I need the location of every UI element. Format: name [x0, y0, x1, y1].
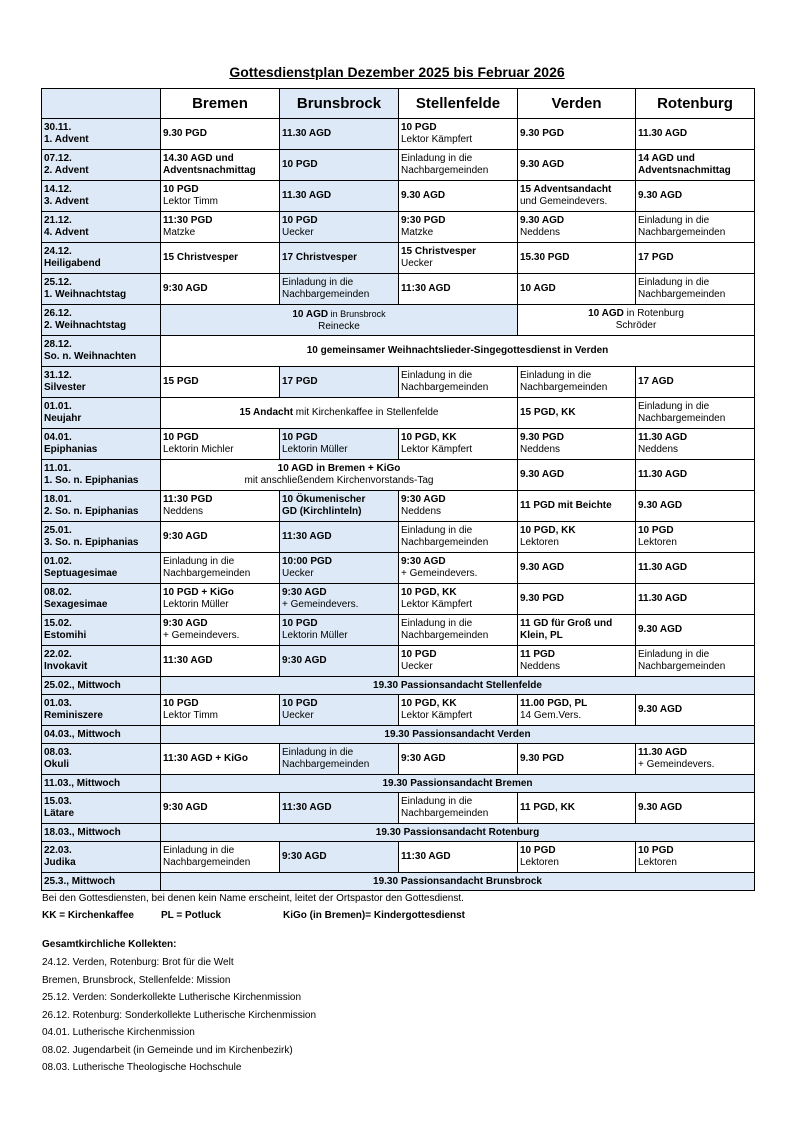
merged-cell-all: 19.30 Passionsandacht Bremen — [161, 775, 755, 793]
corner-cell — [42, 89, 161, 119]
cell-bremen: 11:30 AGD + KiGo — [161, 744, 280, 775]
date-cell: 24.12. Heiligabend — [42, 243, 161, 274]
collection-item: 08.03. Lutherische Theologische Hochschule — [42, 1062, 242, 1073]
cell-brunsbrock: 10 PGD Uecker — [280, 212, 399, 243]
cell-verden: 11 PGD Neddens — [518, 646, 636, 677]
cell-rotenburg: 10 PGD Lektoren — [636, 842, 755, 873]
table-row — [42, 677, 755, 695]
cell-stellenfelde: 9:30 AGD — [399, 744, 518, 775]
schedule-table — [41, 88, 755, 891]
cell-verden: 9.30 PGD — [518, 584, 636, 615]
cell-verden: 9.30 AGD — [518, 460, 636, 491]
date-cell: 14.12. 3. Advent — [42, 181, 161, 212]
table-row — [42, 243, 755, 274]
cell-rotenburg: Einladung in die Nachbargemeinden — [636, 398, 755, 429]
table-row — [42, 873, 755, 891]
cell-bremen: Einladung in die Nachbargemeinden — [161, 842, 280, 873]
cell-verden: 9.30 AGD Neddens — [518, 212, 636, 243]
table-row — [42, 584, 755, 615]
table-row — [42, 274, 755, 305]
date-cell: 22.02. Invokavit — [42, 646, 161, 677]
merged-cell-bremen-stellenfelde: 10 AGD in Bremen + KiGo mit anschließendem Kirchenvorstands-Tag — [161, 460, 518, 491]
cell-rotenburg: 11.30 AGD Neddens — [636, 429, 755, 460]
collections-heading: Gesamtkirchliche Kollekten: — [42, 939, 177, 950]
cell-stellenfelde: 10 PGD Uecker — [399, 646, 518, 677]
merged-cell-verden-rotenburg: 10 AGD in Rotenburg Schröder — [518, 305, 755, 336]
date-cell: 30.11. 1. Advent — [42, 119, 161, 150]
table-row — [42, 824, 755, 842]
table-row — [42, 615, 755, 646]
cell-verden: 9.30 PGD Neddens — [518, 429, 636, 460]
cell-brunsbrock: 17 Christvesper — [280, 243, 399, 274]
cell-verden: 9.30 PGD — [518, 744, 636, 775]
date-cell: 25.3., Mittwoch — [42, 873, 161, 891]
cell-rotenburg: 11.30 AGD + Gemeindevers. — [636, 744, 755, 775]
column-header-rotenburg: Rotenburg — [636, 89, 755, 119]
cell-bremen: Einladung in die Nachbargemeinden — [161, 553, 280, 584]
cell-stellenfelde: 9.30 AGD — [399, 181, 518, 212]
date-cell: 31.12. Silvester — [42, 367, 161, 398]
cell-brunsbrock: 11:30 AGD — [280, 522, 399, 553]
page-title: Gottesdienstplan Dezember 2025 bis Februar 2026 — [229, 64, 565, 80]
merged-cell-bremen-stellenfelde: 10 AGD in Brunsbrock Reinecke — [161, 305, 518, 336]
cell-rotenburg: 17 PGD — [636, 243, 755, 274]
cell-stellenfelde: 11:30 AGD — [399, 842, 518, 873]
date-cell: 04.03., Mittwoch — [42, 726, 161, 744]
cell-stellenfelde: 10 PGD Lektor Kämpfert — [399, 119, 518, 150]
cell-stellenfelde: 9:30 PGD Matzke — [399, 212, 518, 243]
cell-stellenfelde: 10 PGD, KK Lektor Kämpfert — [399, 695, 518, 726]
date-cell: 01.03. Reminiszere — [42, 695, 161, 726]
cell-bremen: 11:30 PGD Neddens — [161, 491, 280, 522]
date-cell: 25.01. 3. So. n. Epiphanias — [42, 522, 161, 553]
cell-bremen: 11:30 AGD — [161, 646, 280, 677]
cell-stellenfelde: 9:30 AGD + Gemeindevers. — [399, 553, 518, 584]
cell-rotenburg: 11.30 AGD — [636, 553, 755, 584]
date-cell: 11.03., Mittwoch — [42, 775, 161, 793]
cell-brunsbrock: 17 PGD — [280, 367, 399, 398]
table-row — [42, 491, 755, 522]
merged-cell-all: 19.30 Passionsandacht Stellenfelde — [161, 677, 755, 695]
cell-stellenfelde: 10 PGD, KK Lektor Kämpfert — [399, 584, 518, 615]
date-cell: 22.03. Judika — [42, 842, 161, 873]
cell-stellenfelde: 15 Christvesper Uecker — [399, 243, 518, 274]
date-cell: 04.01. Epiphanias — [42, 429, 161, 460]
cell-brunsbrock: 11.30 AGD — [280, 181, 399, 212]
cell-brunsbrock: 9:30 AGD — [280, 646, 399, 677]
date-cell: 25.02., Mittwoch — [42, 677, 161, 695]
collection-item: 08.02. Jugendarbeit (in Gemeinde und im Kirchenbezirk) — [42, 1045, 293, 1056]
cell-stellenfelde: Einladung in die Nachbargemeinden — [399, 615, 518, 646]
cell-rotenburg: Einladung in die Nachbargemeinden — [636, 274, 755, 305]
cell-verden: 10 PGD Lektoren — [518, 842, 636, 873]
table-row — [42, 522, 755, 553]
cell-rotenburg: 11.30 AGD — [636, 119, 755, 150]
merged-cell-all: 10 gemeinsamer Weihnachtslieder-Singegottesdienst in Verden — [161, 336, 755, 367]
table-row — [42, 646, 755, 677]
table-row — [42, 793, 755, 824]
date-cell: 18.03., Mittwoch — [42, 824, 161, 842]
cell-stellenfelde: 11:30 AGD — [399, 274, 518, 305]
footnote: Bei den Gottesdiensten, bei denen kein Name erscheint, leitet der Ortspastor den Gottesdienst. — [42, 893, 464, 904]
cell-rotenburg: 11.30 AGD — [636, 460, 755, 491]
cell-rotenburg: 9.30 AGD — [636, 793, 755, 824]
cell-verden: 9.30 PGD — [518, 119, 636, 150]
cell-verden: 15 Adventsandacht und Gemeindevers. — [518, 181, 636, 212]
date-cell: 08.02. Sexagesimae — [42, 584, 161, 615]
cell-bremen: 11:30 PGD Matzke — [161, 212, 280, 243]
cell-rotenburg: 10 PGD Lektoren — [636, 522, 755, 553]
table-row — [42, 695, 755, 726]
cell-stellenfelde: Einladung in die Nachbargemeinden — [399, 150, 518, 181]
cell-verden: Einladung in die Nachbargemeinden — [518, 367, 636, 398]
cell-bremen: 14.30 AGD und Adventsnachmittag — [161, 150, 280, 181]
cell-stellenfelde: 9:30 AGD Neddens — [399, 491, 518, 522]
table-row — [42, 150, 755, 181]
cell-brunsbrock: 11:30 AGD — [280, 793, 399, 824]
table-row — [42, 119, 755, 150]
cell-rotenburg: Einladung in die Nachbargemeinden — [636, 646, 755, 677]
cell-bremen: 9:30 AGD — [161, 274, 280, 305]
cell-brunsbrock: 10:00 PGD Uecker — [280, 553, 399, 584]
collection-item: 04.01. Lutherische Kirchenmission — [42, 1027, 195, 1038]
cell-stellenfelde: Einladung in die Nachbargemeinden — [399, 793, 518, 824]
column-header-brunsbrock: Brunsbrock — [280, 89, 399, 119]
column-header-stellenfelde: Stellenfelde — [399, 89, 518, 119]
column-header-bremen: Bremen — [161, 89, 280, 119]
cell-verden: 11 GD für Groß und Klein, PL — [518, 615, 636, 646]
table-row — [42, 336, 755, 367]
cell-bremen: 15 Christvesper — [161, 243, 280, 274]
cell-rotenburg: 9.30 AGD — [636, 695, 755, 726]
table-row — [42, 842, 755, 873]
cell-stellenfelde: Einladung in die Nachbargemeinden — [399, 367, 518, 398]
table-row — [42, 181, 755, 212]
cell-verden: 10 AGD — [518, 274, 636, 305]
table-row — [42, 460, 755, 491]
header-row — [42, 89, 755, 119]
cell-rotenburg: 11.30 AGD — [636, 584, 755, 615]
cell-stellenfelde: Einladung in die Nachbargemeinden — [399, 522, 518, 553]
collection-item: 25.12. Verden: Sonderkollekte Lutherische Kirchenmission — [42, 992, 302, 1003]
legend-kigo: KiGo (in Bremen)= Kindergottesdienst — [283, 910, 465, 921]
collection-item: 26.12. Rotenburg: Sonderkollekte Lutherische Kirchenmission — [42, 1010, 317, 1021]
table-row — [42, 429, 755, 460]
cell-brunsbrock: 10 PGD — [280, 150, 399, 181]
cell-verden: 9.30 AGD — [518, 150, 636, 181]
table-row — [42, 212, 755, 243]
cell-bremen: 9:30 AGD — [161, 522, 280, 553]
cell-rotenburg: 9.30 AGD — [636, 491, 755, 522]
cell-bremen: 9:30 AGD + Gemeindevers. — [161, 615, 280, 646]
column-header-verden: Verden — [518, 89, 636, 119]
cell-verden: 15 PGD, KK — [518, 398, 636, 429]
merged-cell-bremen-stellenfelde: 15 Andacht mit Kirchenkaffee in Stellenfelde — [161, 398, 518, 429]
cell-bremen: 15 PGD — [161, 367, 280, 398]
cell-brunsbrock: 10 PGD Uecker — [280, 695, 399, 726]
cell-verden: 11 PGD mit Beichte — [518, 491, 636, 522]
collection-item: 24.12. Verden, Rotenburg: Brot für die Welt — [42, 957, 234, 968]
merged-cell-all: 19.30 Passionsandacht Verden — [161, 726, 755, 744]
table-row — [42, 367, 755, 398]
cell-rotenburg: 9.30 AGD — [636, 615, 755, 646]
table-row — [42, 726, 755, 744]
cell-brunsbrock: 10 Ökumenischer GD (Kirchlinteln) — [280, 491, 399, 522]
legend-pl: PL = Potluck — [161, 910, 222, 921]
date-cell: 07.12. 2. Advent — [42, 150, 161, 181]
date-cell: 08.03. Okuli — [42, 744, 161, 775]
date-cell: 01.02. Septuagesimae — [42, 553, 161, 584]
table-row — [42, 305, 755, 336]
cell-brunsbrock: 10 PGD Lektorin Müller — [280, 429, 399, 460]
date-cell: 18.01. 2. So. n. Epiphanias — [42, 491, 161, 522]
cell-rotenburg: Einladung in die Nachbargemeinden — [636, 212, 755, 243]
cell-verden: 11 PGD, KK — [518, 793, 636, 824]
cell-rotenburg: 14 AGD und Adventsnachmittag — [636, 150, 755, 181]
date-cell: 11.01. 1. So. n. Epiphanias — [42, 460, 161, 491]
legend-kk: KK = Kirchenkaffee — [42, 910, 134, 921]
date-cell: 26.12. 2. Weihnachtstag — [42, 305, 161, 336]
cell-brunsbrock: 11.30 AGD — [280, 119, 399, 150]
cell-brunsbrock: 10 PGD Lektorin Müller — [280, 615, 399, 646]
table-row — [42, 744, 755, 775]
date-cell: 25.12. 1. Weihnachtstag — [42, 274, 161, 305]
cell-brunsbrock: Einladung in die Nachbargemeinden — [280, 744, 399, 775]
cell-bremen: 10 PGD Lektor Timm — [161, 695, 280, 726]
collection-item: Bremen, Brunsbrock, Stellenfelde: Mission — [42, 975, 231, 986]
cell-bremen: 10 PGD Lektor Timm — [161, 181, 280, 212]
cell-verden: 10 PGD, KK Lektoren — [518, 522, 636, 553]
cell-rotenburg: 17 AGD — [636, 367, 755, 398]
cell-verden: 9.30 AGD — [518, 553, 636, 584]
cell-bremen: 9.30 PGD — [161, 119, 280, 150]
cell-bremen: 10 PGD + KiGo Lektorin Müller — [161, 584, 280, 615]
date-cell: 15.02. Estomihi — [42, 615, 161, 646]
cell-verden: 11.00 PGD, PL 14 Gem.Vers. — [518, 695, 636, 726]
date-cell: 21.12. 4. Advent — [42, 212, 161, 243]
merged-cell-all: 19.30 Passionsandacht Rotenburg — [161, 824, 755, 842]
cell-brunsbrock: Einladung in die Nachbargemeinden — [280, 274, 399, 305]
cell-bremen: 10 PGD Lektorin Michler — [161, 429, 280, 460]
table-row — [42, 553, 755, 584]
date-cell: 01.01. Neujahr — [42, 398, 161, 429]
date-cell: 28.12. So. n. Weihnachten — [42, 336, 161, 367]
cell-bremen: 9:30 AGD — [161, 793, 280, 824]
cell-stellenfelde: 10 PGD, KK Lektor Kämpfert — [399, 429, 518, 460]
table-row — [42, 398, 755, 429]
date-cell: 15.03. Lätare — [42, 793, 161, 824]
cell-brunsbrock: 9:30 AGD — [280, 842, 399, 873]
cell-rotenburg: 9.30 AGD — [636, 181, 755, 212]
cell-verden: 15.30 PGD — [518, 243, 636, 274]
merged-cell-all: 19.30 Passionsandacht Brunsbrock — [161, 873, 755, 891]
table-row — [42, 775, 755, 793]
cell-brunsbrock: 9:30 AGD + Gemeindevers. — [280, 584, 399, 615]
